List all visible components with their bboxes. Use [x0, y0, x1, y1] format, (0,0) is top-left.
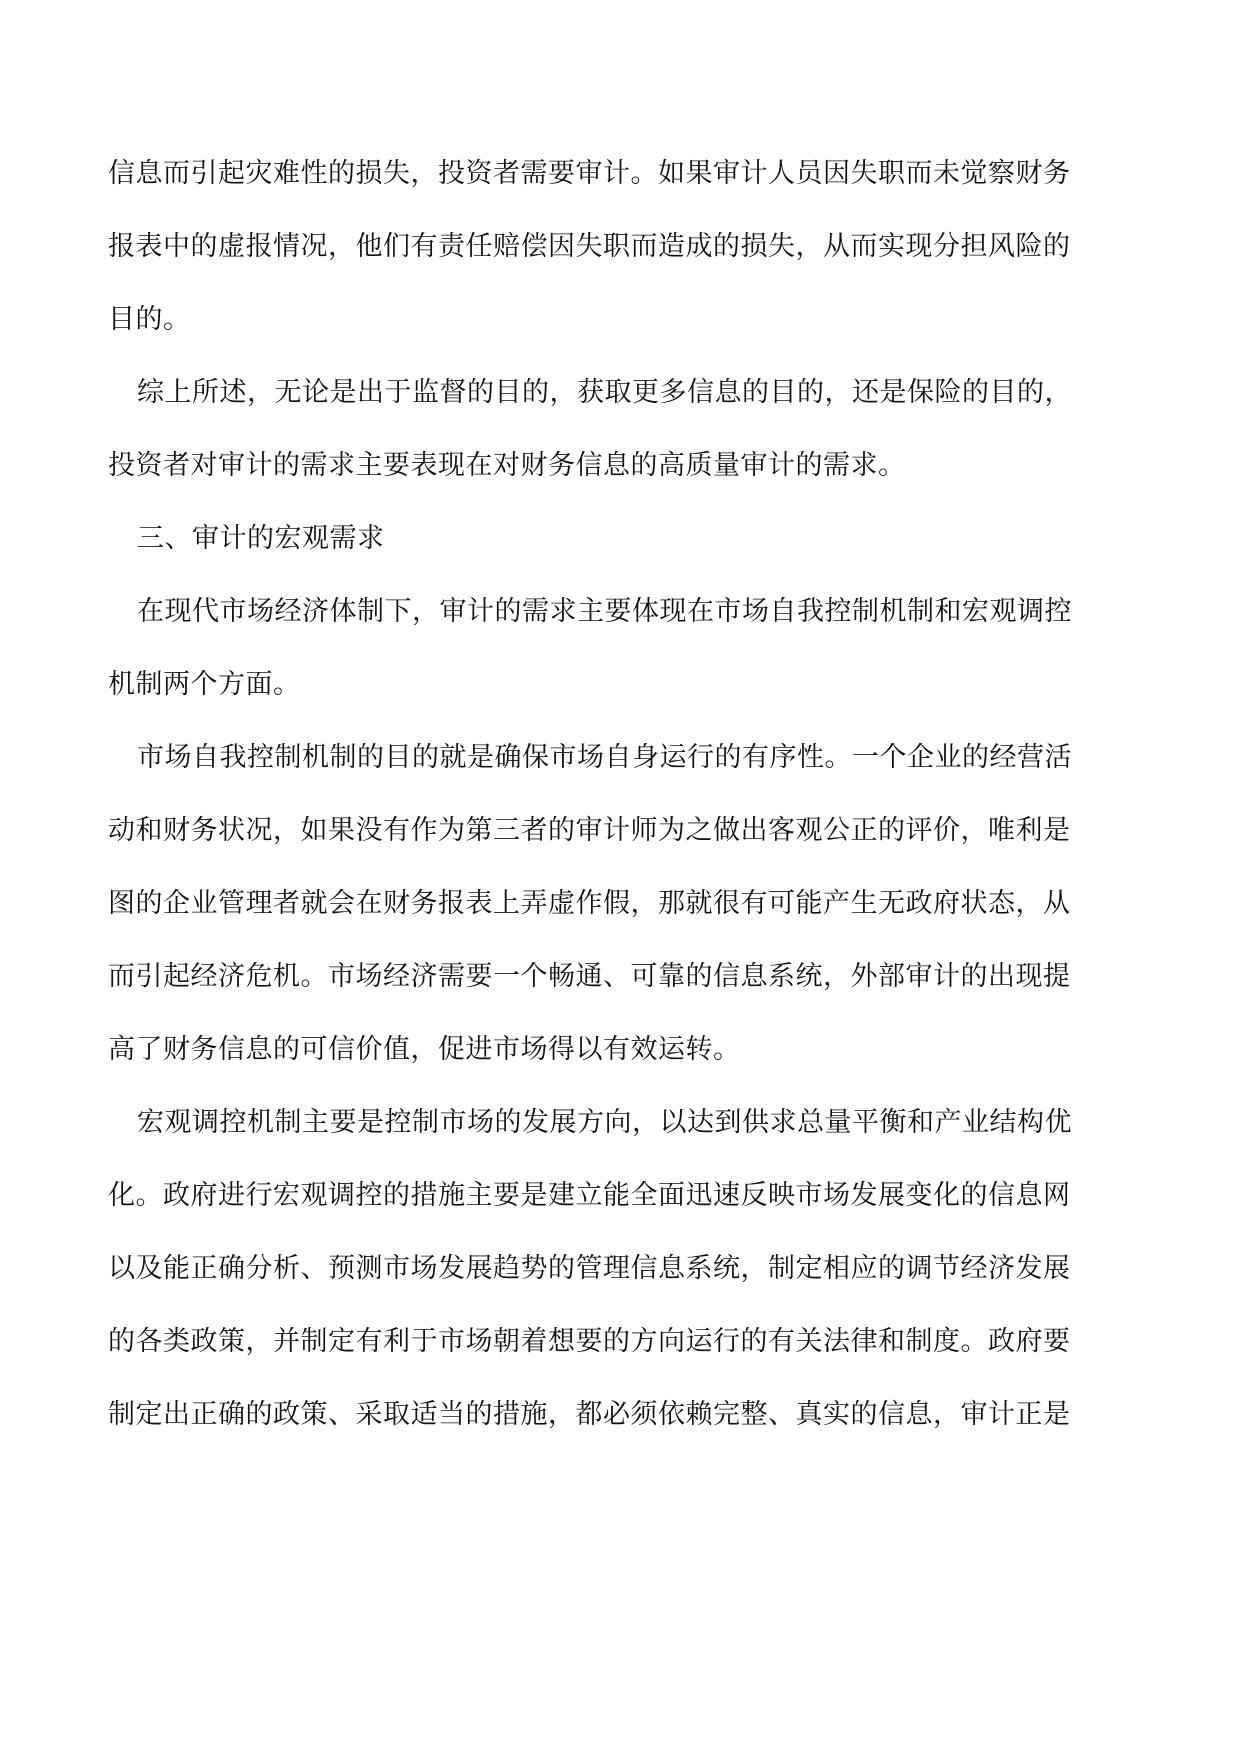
text-line: 而引起经济危机。市场经济需要一个畅通、可靠的信息系统，外部审计的出现提 [108, 961, 1071, 992]
text-line: 机制两个方面。 [108, 669, 301, 700]
text-line: 的各类政策，并制定有利于市场朝着想要的方向运行的有关法律和制度。政府要 [108, 1326, 1071, 1357]
text-line: 化。政府进行宏观调控的措施主要是建立能全面迅速反映市场发展变化的信息网 [108, 1180, 1071, 1211]
section-heading: 三、审计的宏观需求 [137, 523, 385, 554]
text-line: 动和财务状况，如果没有作为第三者的审计师为之做出客观公正的评价，唯利是 [108, 815, 1071, 846]
text-line: 高了财务信息的可信价值，促进市场得以有效运转。 [108, 1034, 741, 1065]
text-line: 以及能正确分析、预测市场发展趋势的管理信息系统，制定相应的调节经济发展 [108, 1253, 1071, 1284]
text-line: 图的企业管理者就会在财务报表上弄虚作假，那就很有可能产生无政府状态，从 [108, 888, 1071, 919]
paragraph-first-line: 市场自我控制机制的目的就是确保市场自身运行的有序性。一个企业的经营活 [137, 742, 1072, 773]
paragraph-first-line: 宏观调控机制主要是控制市场的发展方向，以达到供求总量平衡和产业结构优 [137, 1107, 1072, 1138]
text-line: 报表中的虚报情况，他们有责任赔偿因失职而造成的损失，从而实现分担风险的 [108, 231, 1071, 262]
paragraph-first-line: 在现代市场经济体制下，审计的需求主要体现在市场自我控制机制和宏观调控 [137, 596, 1072, 627]
text-line: 信息而引起灾难性的损失，投资者需要审计。如果审计人员因失职而未觉察财务 [108, 158, 1071, 189]
text-line: 制定出正确的政策、采取适当的措施，都必须依赖完整、真实的信息，审计正是 [108, 1399, 1071, 1430]
text-line: 目的。 [108, 304, 191, 335]
paragraph-first-line: 综上所述，无论是出于监督的目的，获取更多信息的目的，还是保险的目的， [137, 377, 1072, 408]
text-line: 投资者对审计的需求主要表现在对财务信息的高质量审计的需求。 [108, 450, 906, 481]
